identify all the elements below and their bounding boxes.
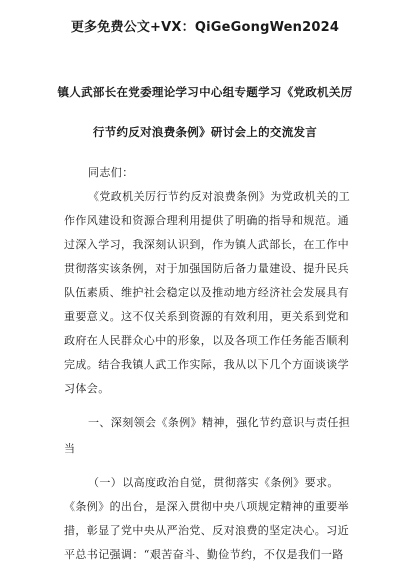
document-title-line-2: 行节约反对浪费条例》研讨会上的交流发言 xyxy=(92,125,318,139)
body-line: 《党政机关厉行节约反对浪费条例》为党政机关的工 xyxy=(88,190,351,203)
body-line: 习体会。 xyxy=(64,382,110,395)
watermark-header: 更多免费公文+VX：QiGeGongWen2024 xyxy=(70,20,340,35)
subsection-heading: （一）以高度政治自觉，贯彻落实《条例》要求。 xyxy=(88,476,339,489)
section-heading-line: 一、深刻领会《条例》精神，强化节约意识与责任担 xyxy=(88,416,351,429)
body-line: 队伍素质、维护社会稳定以及推动地方经济社会发展具有 xyxy=(64,286,349,299)
body-line: 措，彰显了党中央从严治党、反对浪费的坚定决心。习近 xyxy=(64,524,349,537)
body-line: 作作风建设和资源合理利用提供了明确的指导和规范。通 xyxy=(64,214,349,227)
body-line: 政府在人民群众心中的形象，以及各项工作任务能否顺利 xyxy=(64,334,349,347)
document-title-line-1: 镇人武部长在党委理论学习中心组专题学习《党政机关厉 xyxy=(57,85,353,99)
body-line: 贯彻落实该条例，对于加强国防后备力量建设、提升民兵 xyxy=(64,262,349,275)
salutation: 同志们： xyxy=(88,166,134,179)
body-line: 重要意义。这不仅关系到资源的有效利用，更关系到党和 xyxy=(64,310,349,323)
section-heading-line: 当 xyxy=(64,442,76,455)
body-line: 过深入学习，我深刻认识到，作为镇人武部长，在工作中 xyxy=(64,238,349,251)
body-line: 平总书记强调：“艰苦奋斗、勤俭节约，不仅是我们一路 xyxy=(64,548,344,561)
body-line: 《条例》的出台，是深入贯彻中央八项规定精神的重要举 xyxy=(64,500,349,513)
body-line: 完成。结合我镇人武工作实际，我从以下几个方面谈谈学 xyxy=(64,358,349,371)
